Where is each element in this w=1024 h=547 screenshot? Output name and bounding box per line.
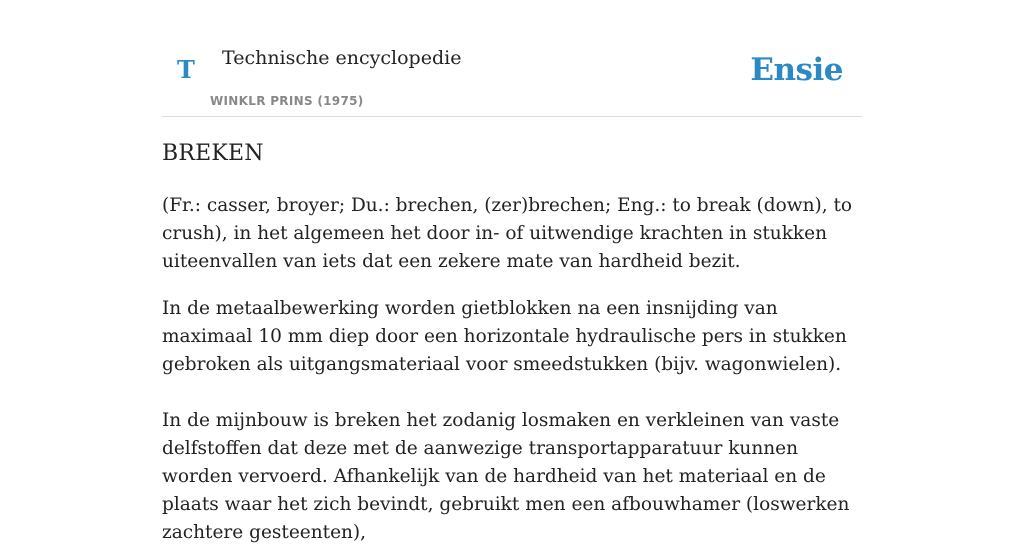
book-source: WINKLR PRINS (1975) <box>210 94 364 108</box>
entry-paragraph: In de mijnbouw is breken het zodanig losmaken en verkleinen van vaste delfstoffen dat deze met de aanwezige transportapparatuur kunnen worden vervoerd. Afhankelijk van de hardheid van het materiaal en de plaats waar het zich bevindt, gebruikt men een afbouwhamer (loswerken zachtere gesteenten), <box>162 410 850 543</box>
entry-content <box>162 138 862 547</box>
entry-paragraph: In de metaalbewerking worden gietblokken na een insnijding van maximaal 10 mm diep door een horizontale hydraulische pers in stukken gebroken als uitgangsmateriaal voor smeedstukken (bijv. wagonwielen). <box>162 298 847 375</box>
book-title-link[interactable]: Technische encyclopedie <box>222 47 462 69</box>
header <box>162 0 862 117</box>
entry-title: BREKEN <box>162 141 264 166</box>
entry-paragraph: (Fr.: casser, broyer; Du.: brechen, (zer)brechen; Eng.: to break (down), to crush), in het algemeen het door in- of uitwendige krachten in stukken uiteenvallen van iets dat een zekere mate van hardheid bezit. <box>162 195 853 272</box>
ensie-logo[interactable]: Ensie <box>750 52 843 88</box>
book-logo[interactable]: T <box>177 55 195 84</box>
